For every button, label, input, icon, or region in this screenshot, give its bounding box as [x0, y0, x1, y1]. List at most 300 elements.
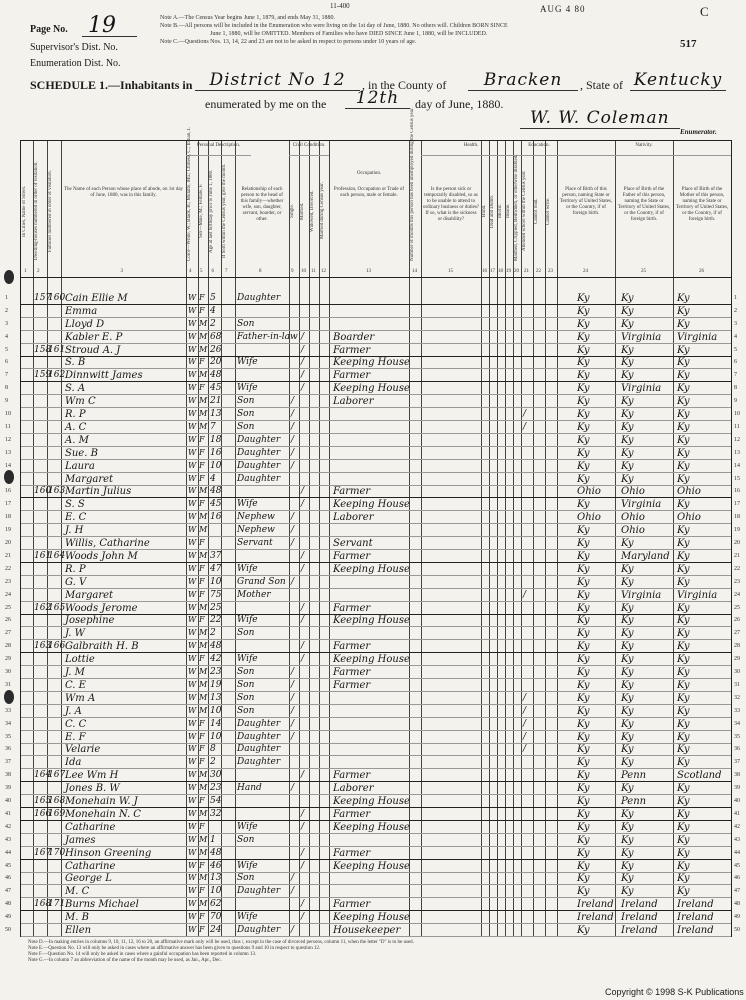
cell-rel: Nephew [237, 512, 275, 523]
cell-sex: F [199, 821, 205, 831]
cell-fpob: Ky [621, 305, 634, 317]
cell-age: 10 [210, 731, 222, 742]
cell-mpob: Ky [677, 757, 690, 769]
row-number: 16 [5, 488, 11, 495]
column-header: Married during Census year. [320, 182, 325, 240]
page-no-value: 19 [88, 13, 116, 38]
cell-fpob: Ky [621, 847, 634, 859]
cell-sex: F [199, 912, 205, 922]
cell-sex: F [199, 886, 205, 896]
row-number: 31 [5, 681, 11, 688]
cell-sex: M [199, 409, 208, 418]
cell-mpob: Ky [677, 654, 690, 666]
cell-name: Woods Jerome [65, 602, 138, 614]
row-rule [21, 639, 731, 640]
row-number-right: 2 [734, 307, 737, 314]
cell-age: 10 [210, 576, 222, 587]
cell-mpob: Ky [677, 667, 690, 678]
cell-single: / [291, 718, 295, 729]
cell-rel: Son [237, 667, 255, 677]
cell-school: / [523, 705, 527, 716]
cell-rel: Daughter [237, 886, 281, 897]
cell-sex: F [199, 615, 205, 625]
cell-sex: F [199, 563, 205, 573]
cell-fam: 169 [48, 808, 66, 819]
cell-fpob: Ky [621, 821, 634, 833]
cell-fpob: Ohio [621, 512, 645, 524]
cell-sex: F [199, 292, 205, 302]
column-header: Color—White, W.; Black, B.; Mulatto, Mu.; Chinese, C.; Indian, I. [187, 127, 192, 261]
cell-color: W [188, 550, 197, 560]
cell-color: W [188, 744, 197, 754]
cell-age: 4 [210, 473, 216, 484]
cell-pob: Ky [577, 834, 590, 846]
row-number: 17 [5, 501, 11, 508]
cell-pob: Ky [577, 460, 590, 472]
cell-occ: Keeping House [333, 912, 410, 924]
cell-name: Ellen [65, 925, 92, 936]
row-number-right: 31 [734, 681, 740, 688]
cell-color: W [188, 460, 197, 470]
cell-occ: Keeping House [333, 860, 410, 872]
cell-occ: Farmer [333, 679, 371, 691]
row-rule [21, 755, 731, 756]
cell-sex: F [199, 383, 205, 393]
row-rule [21, 420, 731, 421]
row-number: 15 [5, 475, 11, 482]
received-stamp: AUG 4 80 [540, 4, 586, 14]
cell-sex: M [199, 421, 208, 431]
row-rule [21, 523, 731, 524]
column-header: Attended school within the Census year. [522, 170, 527, 252]
column-number: 24 [583, 269, 588, 274]
cell-pob: Ky [577, 447, 590, 459]
cell-name: S. S [65, 499, 85, 511]
row-number: 38 [5, 772, 11, 779]
cell-rel: Wife [237, 383, 258, 394]
cell-mpob: Ky [677, 692, 690, 704]
cell-fam: 170 [48, 847, 66, 858]
row-number-right: 37 [734, 759, 740, 766]
row-number: 47 [5, 888, 11, 895]
cell-name: Martin Julius [65, 486, 132, 498]
cell-fpob: Penn [621, 770, 647, 782]
group-occupation: Occupation. [356, 171, 382, 176]
row-number: 27 [5, 630, 11, 637]
cell-pob: Ky [577, 538, 590, 549]
cell-married: / [301, 331, 305, 342]
cell-single: / [291, 525, 295, 536]
cell-sex: F [199, 576, 205, 586]
cell-age: 37 [210, 550, 222, 561]
cell-mpob: Ohio [677, 486, 701, 498]
cell-occ: Laborer [333, 396, 374, 408]
cell-pob: Ky [577, 757, 590, 769]
column-header: Place of Birth of this person, naming State or Territory of United States, or the Country, if of foreign birth. [559, 187, 613, 216]
cell-occ: Keeping House [333, 357, 410, 369]
cell-fpob: Ky [621, 421, 634, 433]
cell-married: / [301, 344, 305, 355]
cell-fpob: Ky [621, 718, 634, 730]
cell-sex: M [199, 847, 208, 857]
cell-age: 75 [210, 589, 222, 600]
cell-sex: F [199, 731, 205, 741]
cell-sex: F [199, 305, 205, 315]
column-number: 8 [259, 269, 262, 274]
cell-color: W [188, 692, 197, 702]
cell-fpob: Ky [621, 370, 634, 382]
cell-fpob: Maryland [621, 550, 670, 562]
cell-dw: 160 [34, 486, 52, 497]
row-number-right: 29 [734, 656, 740, 663]
row-rule [21, 407, 731, 408]
row-number: 41 [5, 810, 11, 817]
cell-fpob: Ky [621, 873, 634, 885]
cell-fpob: Ky [621, 396, 634, 408]
row-number-right: 15 [734, 475, 740, 482]
cell-color: W [188, 486, 197, 496]
cell-mpob: Ky [677, 834, 690, 846]
cell-mpob: Ky [677, 305, 690, 317]
cell-pob: Ireland [577, 912, 614, 924]
column-header: If born within the Census year, give the month. [222, 163, 227, 259]
row-rule [21, 601, 731, 602]
group-civil: Civil Condition. [292, 143, 326, 148]
row-number-right: 18 [734, 514, 740, 521]
column-header: Relationship of each person to the head of this family—whether wife, son, daughter, servant, boarder, or other. [240, 187, 284, 222]
cell-sex: F [199, 744, 205, 754]
cell-name: E. C [65, 512, 87, 524]
cell-mpob: Ky [677, 421, 690, 433]
cell-sex: M [199, 602, 208, 612]
row-number-right: 20 [734, 540, 740, 546]
cell-single: / [291, 705, 295, 716]
cell-rel: Wife [237, 615, 258, 626]
row-rule [21, 717, 731, 718]
column-number: 26 [699, 269, 704, 274]
cell-color: W [188, 602, 197, 612]
cell-occ: Laborer [333, 512, 374, 524]
cell-mpob: Ky [677, 538, 690, 549]
row-rule [21, 768, 731, 769]
cell-color: W [188, 679, 197, 689]
cell-fpob: Ky [621, 808, 634, 820]
cell-mpob: Ky [677, 602, 690, 614]
cell-age: 16 [210, 512, 222, 523]
cell-rel: Wife [237, 654, 258, 665]
row-number-right: 25 [734, 604, 740, 611]
cell-color: W [188, 370, 197, 380]
row-number-right: 44 [734, 849, 740, 856]
row-number-right: 49 [734, 914, 740, 921]
cell-mpob: Ky [677, 679, 690, 691]
row-number-right: 14 [734, 462, 740, 469]
cell-pob: Ky [577, 628, 590, 640]
column-header: Deaf and Dumb. [490, 194, 495, 228]
row-rule [21, 897, 731, 898]
row-rule [21, 691, 731, 692]
row-rule [21, 781, 731, 782]
cell-occ: Keeping House [333, 499, 410, 511]
cell-pob: Ohio [577, 512, 601, 524]
cell-married: / [301, 641, 305, 652]
cell-occ: Farmer [333, 808, 371, 820]
cell-name: J. A [65, 705, 82, 717]
cell-dw: 167 [34, 847, 52, 858]
cell-fam: 167 [48, 770, 66, 781]
row-number-right: 46 [734, 875, 740, 882]
cell-sex: F [199, 718, 205, 728]
cell-mpob: Ky [677, 628, 690, 640]
cell-rel: Mother [237, 589, 271, 600]
cell-mpob: Ohio [677, 512, 701, 524]
group-line-education [521, 155, 557, 156]
row-number: 18 [5, 514, 11, 521]
column-number: 16 [482, 269, 487, 274]
cell-dw: 158 [34, 344, 52, 355]
row-number: 44 [5, 849, 11, 856]
column-number: 6 [211, 269, 214, 274]
row-number-right: 36 [734, 746, 740, 753]
cell-single: / [291, 447, 295, 458]
cell-color: W [188, 770, 197, 780]
cell-rel: Wife [237, 860, 258, 871]
row-number-right: 38 [734, 772, 740, 779]
cell-age: 2 [210, 757, 216, 768]
cell-school: / [523, 421, 527, 432]
cell-name: G. V [65, 576, 87, 588]
cell-rel: Son [237, 628, 255, 639]
cell-name: Stroud A. J [65, 344, 121, 356]
cell-name: Wm C [65, 396, 96, 408]
cell-rel: Daughter [237, 744, 281, 755]
state-label: , State of [580, 78, 623, 92]
row-number: 19 [5, 527, 11, 534]
cell-color: W [188, 499, 197, 509]
cell-name: James [65, 834, 96, 846]
cell-rel: Son [237, 705, 255, 716]
cell-age: 13 [210, 409, 222, 419]
cell-pob: Ky [577, 421, 590, 433]
row-rule [21, 459, 731, 460]
row-number-right: 12 [734, 436, 740, 443]
note-g: Note G.—In column 7 an abbreviation of the name of the month may be used, as Jan., Apr., Dec. [28, 958, 222, 963]
row-number-right: 48 [734, 901, 740, 908]
cell-color: W [188, 615, 197, 625]
cell-pob: Ky [577, 357, 590, 369]
cell-pob: Ky [577, 667, 590, 678]
row-number: 22 [5, 565, 11, 572]
cell-age: 47 [210, 563, 222, 574]
copyright-notice: Copyright © 1998 S-K Publications [605, 987, 744, 997]
column-rule [421, 141, 422, 936]
cell-age: 48 [210, 370, 222, 381]
cell-sex: M [199, 770, 208, 780]
cell-age: 54 [210, 796, 222, 806]
row-rule [21, 330, 731, 331]
cell-rel: Daughter [237, 473, 281, 484]
cell-age: 32 [210, 808, 222, 819]
row-rule [21, 356, 731, 357]
row-rule [21, 859, 731, 860]
cell-occ: Farmer [333, 370, 371, 382]
column-header: In Cities, Name of Street. [22, 185, 27, 237]
cell-name: Lloyd D [65, 318, 105, 330]
column-number: 23 [548, 269, 553, 274]
column-number: 2 [37, 269, 40, 274]
cell-occ: Boarder [333, 331, 375, 343]
cell-sex: M [199, 783, 208, 793]
row-number: 14 [5, 462, 11, 469]
cell-fpob: Ky [621, 563, 634, 575]
cell-school: / [523, 744, 527, 755]
cell-age: 13 [210, 692, 222, 703]
row-number-right: 39 [734, 785, 740, 792]
cell-pob: Ky [577, 305, 590, 317]
cell-pob: Ky [577, 847, 590, 859]
cell-pob: Ky [577, 770, 590, 782]
cell-pob: Ireland [577, 899, 614, 911]
cell-name: C. E [65, 679, 86, 691]
cell-rel: Father-in-law [237, 331, 298, 342]
cell-pob: Ky [577, 589, 590, 601]
cell-fpob: Ky [621, 473, 634, 485]
cell-mpob: Ky [677, 396, 690, 408]
enumerated-label: enumerated by me on the [205, 97, 327, 111]
cell-school: / [523, 731, 527, 742]
cell-fpob: Ky [621, 628, 634, 640]
cell-age: 23 [210, 667, 222, 677]
row-number: 45 [5, 862, 11, 869]
signature-line [520, 128, 680, 129]
cell-mpob: Scotland [677, 770, 722, 782]
row-number: 46 [5, 875, 11, 882]
cell-mpob: Ky [677, 499, 690, 511]
cell-married: / [301, 370, 305, 381]
cell-rel: Wife [237, 912, 258, 923]
page-no-underline [82, 36, 137, 37]
cell-name: A. M [65, 434, 89, 446]
cell-pob: Ky [577, 692, 590, 704]
row-number-right: 24 [734, 591, 740, 598]
cell-color: W [188, 576, 197, 586]
cell-married: / [301, 912, 305, 923]
cell-color: W [188, 331, 197, 341]
cell-mpob: Ky [677, 744, 690, 756]
cell-fpob: Virginia [621, 331, 662, 343]
cell-pob: Ky [577, 331, 590, 343]
cell-sex: M [199, 512, 208, 522]
row-number: 20 [5, 540, 11, 546]
cell-rel: Son [237, 318, 255, 329]
cell-fpob: Virginia [621, 589, 662, 601]
cell-color: W [188, 718, 197, 728]
row-rule [21, 936, 731, 937]
cell-color: W [188, 318, 197, 328]
cell-single: / [291, 873, 295, 884]
row-number-right: 27 [734, 630, 740, 637]
cell-fpob: Ky [621, 434, 634, 446]
cell-pob: Ky [577, 679, 590, 691]
cell-occ: Farmer [333, 770, 371, 782]
note-d: Note D.—In making entries in columns 9, 10, 11, 12, 16 to 20, an affirmative mark only will be used, thus /, except in the case of divorced persons, column 11, when the letter "D" is to be used. [28, 940, 414, 945]
row-rule [21, 575, 731, 576]
cell-occ: Keeping House [333, 821, 410, 833]
column-header: Is the person sick or temporarily disabled, so as to be unable to attend to ordinary business or duties? If so, what is the sickness or disability? [423, 187, 479, 222]
column-header: Cannot write. [546, 197, 551, 225]
cell-age: 68 [210, 331, 222, 342]
cell-married: / [301, 808, 305, 819]
cell-pob: Ky [577, 886, 590, 898]
enumerator-label: Enumerator. [680, 128, 717, 136]
cell-mpob: Ky [677, 731, 690, 743]
row-number-right: 6 [734, 359, 737, 366]
sheet-number: 517 [680, 38, 697, 50]
row-number: 43 [5, 836, 11, 843]
cell-name: Burns Michael [65, 899, 139, 911]
cell-sex: M [199, 808, 208, 818]
cell-mpob: Ky [677, 718, 690, 730]
column-number: 19 [506, 269, 511, 274]
cell-mpob: Ky [677, 344, 690, 356]
cell-sex: M [199, 486, 208, 496]
cell-sex: M [199, 318, 208, 328]
cell-occ: Farmer [333, 344, 371, 356]
cell-color: W [188, 383, 197, 393]
cell-school: / [523, 589, 527, 600]
state-value: Kentucky [630, 70, 726, 91]
cell-married: / [301, 357, 305, 368]
cell-name: M. B [65, 912, 89, 924]
cell-name: Margaret [65, 589, 114, 601]
cell-color: W [188, 886, 197, 896]
cell-name: Woods John M [65, 550, 138, 562]
cell-age: 2 [210, 318, 216, 329]
cell-fpob: Ky [621, 654, 634, 666]
row-number: 34 [5, 720, 11, 727]
row-number-right: 1 [734, 294, 737, 301]
row-rule [21, 510, 731, 511]
cell-occ: Farmer [333, 847, 371, 859]
cell-sex: F [199, 357, 205, 367]
cell-occ: Farmer [333, 667, 371, 678]
cell-pob: Ky [577, 860, 590, 872]
cell-age: 7 [210, 421, 216, 432]
cell-age: 23 [210, 783, 222, 794]
row-number: 42 [5, 823, 11, 830]
cell-rel: Son [237, 421, 255, 432]
cell-pob: Ky [577, 705, 590, 717]
cell-pob: Ky [577, 409, 590, 420]
row-number: 29 [5, 656, 11, 663]
column-rule [673, 141, 674, 936]
row-number-right: 42 [734, 823, 740, 830]
enumeration-dist-label: Enumeration Dist. No. [30, 58, 121, 69]
cell-color: W [188, 847, 197, 857]
row-number: 26 [5, 617, 11, 624]
column-number: 10 [301, 269, 306, 274]
row-number: 24 [5, 591, 11, 598]
cell-name: C. C [65, 718, 87, 730]
cell-dw: 163 [34, 641, 52, 652]
cell-fam: 164 [48, 550, 66, 561]
cell-fpob: Ky [621, 731, 634, 743]
cell-name: Dinnwitt James [65, 370, 143, 382]
group-line-nativity [557, 155, 731, 156]
row-rule [21, 626, 731, 627]
cell-sex: M [199, 667, 208, 676]
column-header: Number of months this person has been unemployed during the Census year. [410, 107, 415, 261]
